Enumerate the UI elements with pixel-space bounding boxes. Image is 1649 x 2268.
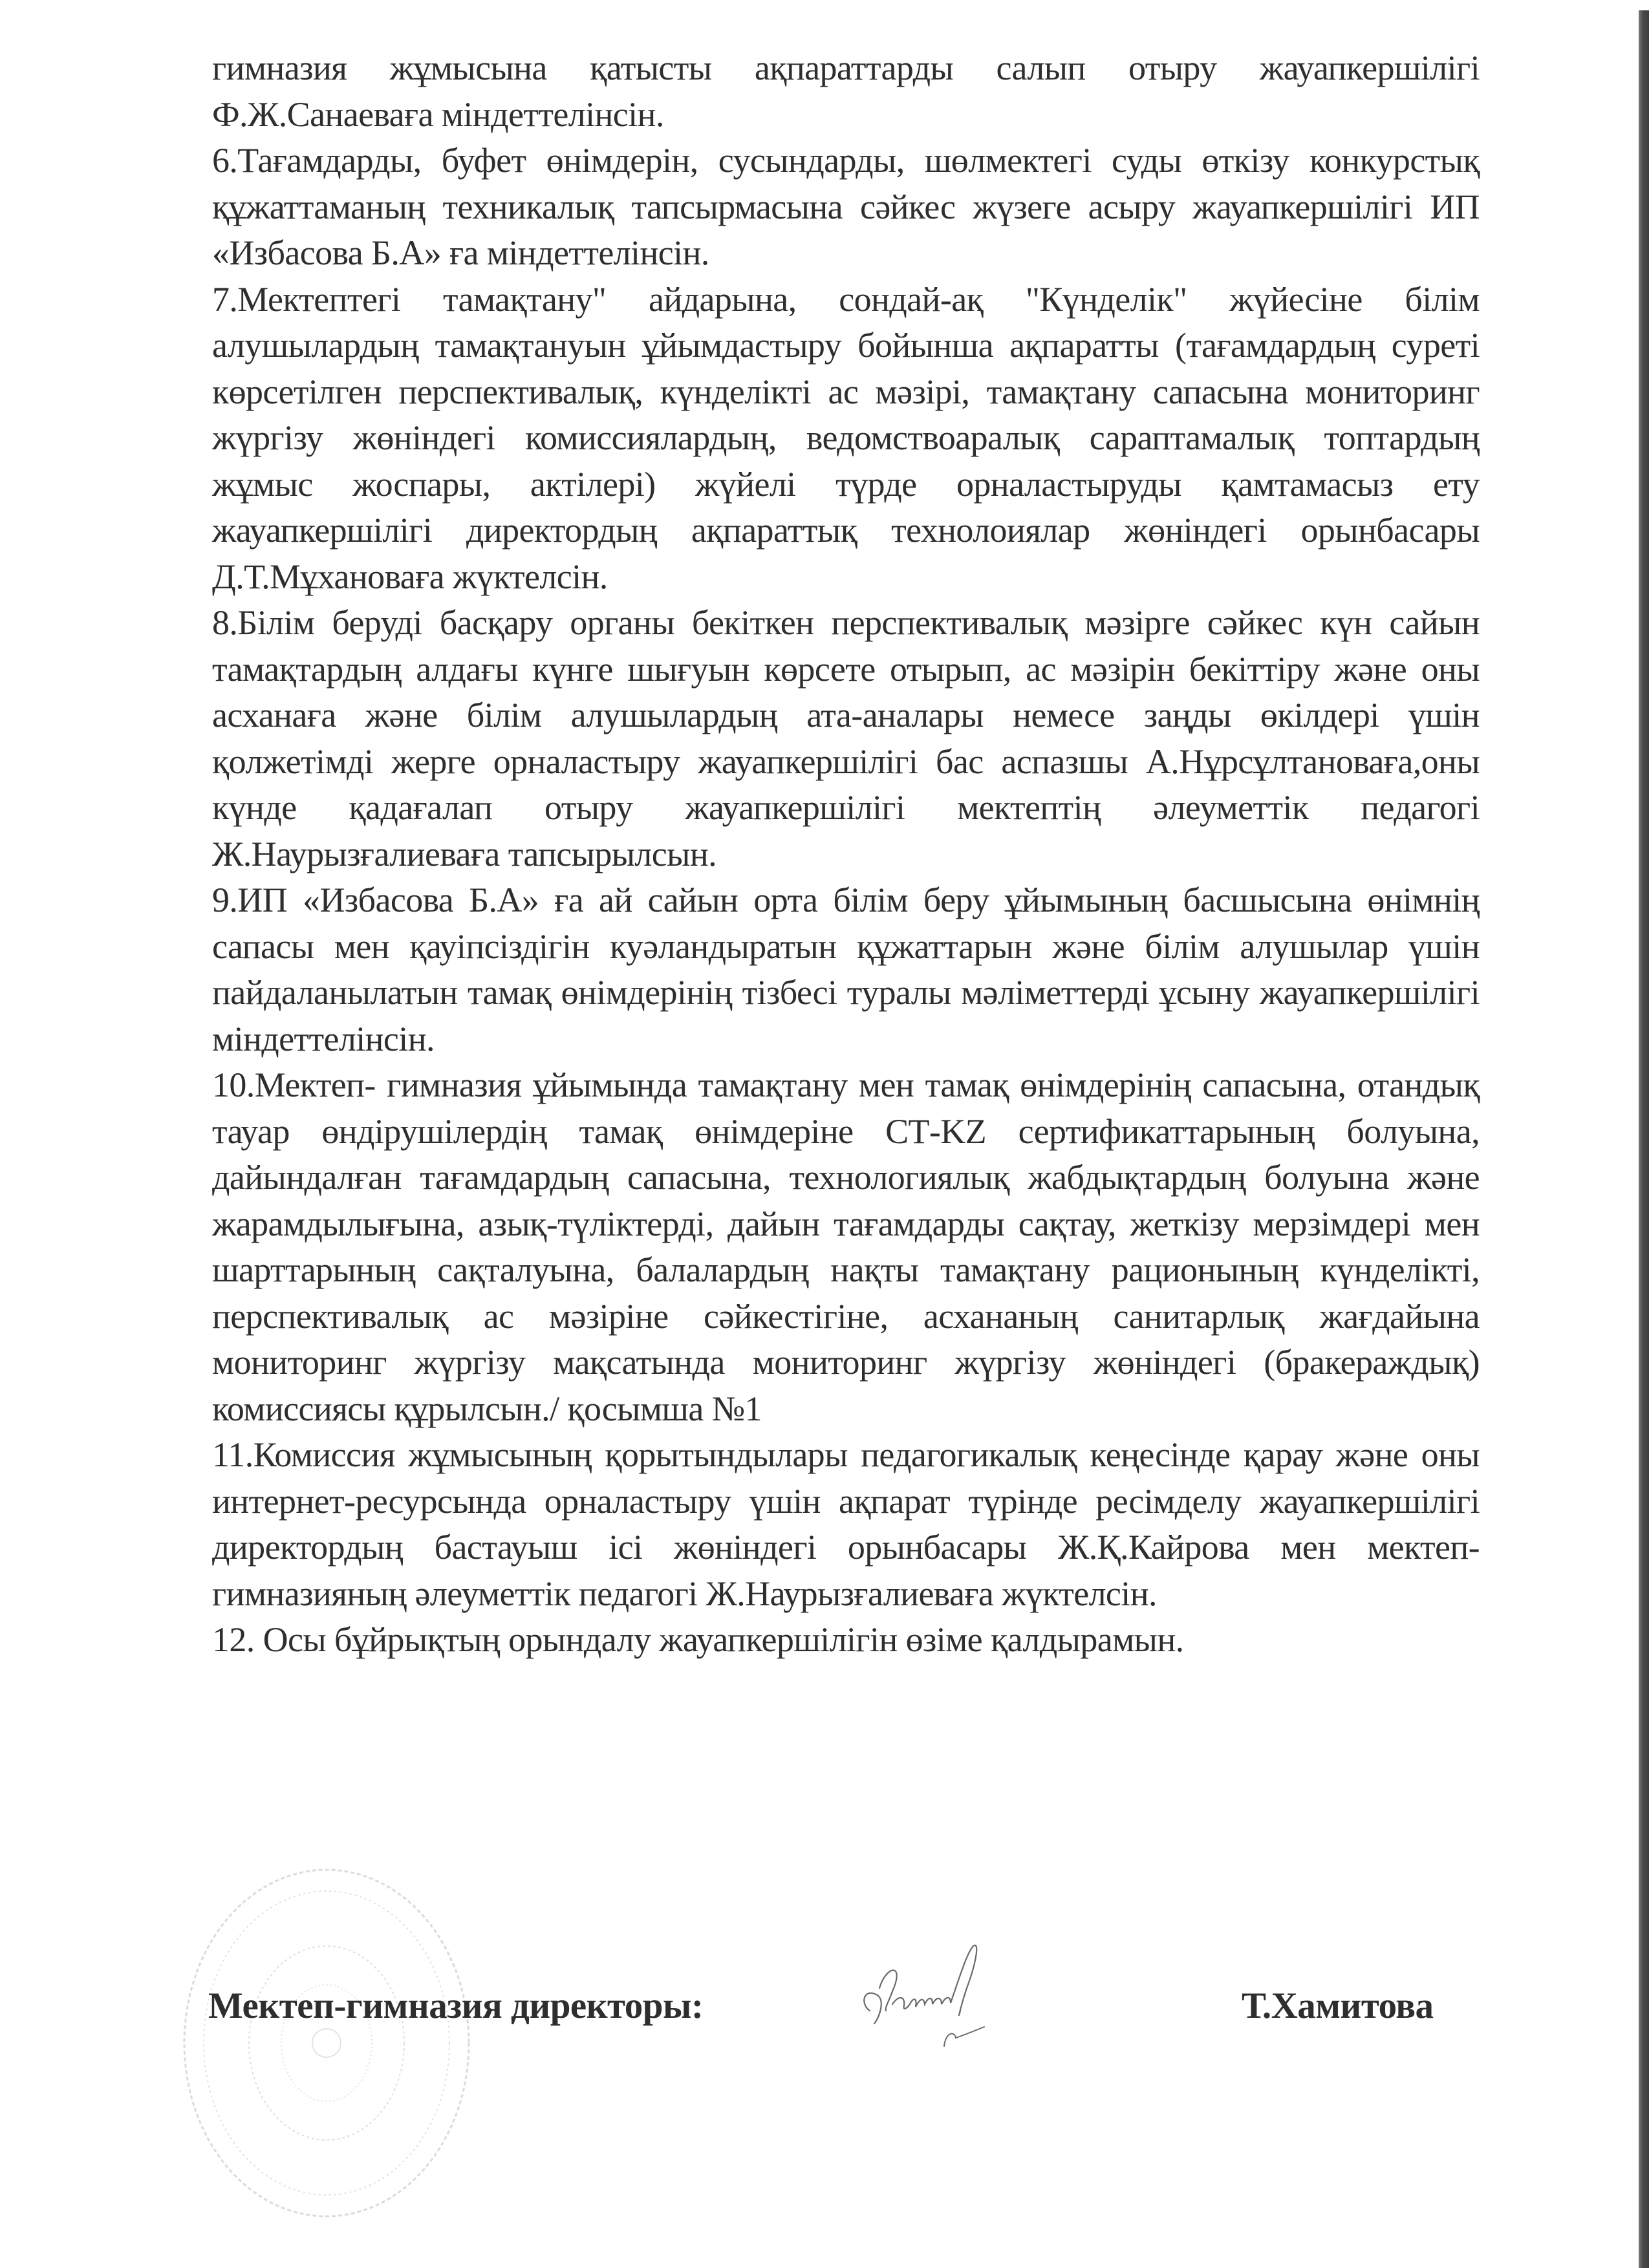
paragraph-9: 9.ИП «Избасова Б.А» ға ай сайын орта білім беру ұйымының басшысына өнімнің сапасы мен қауіпсіздігін куәландыратын құжаттарын және білім алушылар үшін пайдаланылатын тамақ өнімдерінің тізбесі туралы мәліметтерді ұсыну жауапкершілігі міндеттелінсін. xyxy=(212,881,1480,1058)
paragraph-8: 8.Білім беруді басқару органы бекіткен перспективалық мәзірге сәйкес күн сайын тамақтардың алдағы күнге шығуын көрсете отырып, ас мәзірін бекіттіру және оны асханаға және білім алушылардың ата-аналары немесе заңды өкілдері үшін қолжетімді жерге орналастыру жауапкершілігі бас аспазшы А.Нұрсұлтановаға,оны күнде қадағалап отыру жауапкершілігі мектептің әлеуметтік педагогі Ж.Наурызғалиеваға тапсырылсын. xyxy=(212,603,1480,873)
signature-title: Мектеп-гимназия директоры: xyxy=(208,1985,704,2026)
paragraph-6: 6.Тағамдарды, буфет өнімдерін, сусындарды, шөлмектегі суды өткізу конкурстық құжаттаманың техникалық тапсырмасына сәйкес жүзеге асыру жауапкершілігі ИП «Избасова Б.А» ға міндеттелінсін. xyxy=(212,141,1480,272)
paragraph-5-continuation: гимназия жұмысына қатысты ақпараттарды салып отыру жауапкершілігі Ф.Ж.Санаеваға міндеттелінсін. xyxy=(212,48,1480,134)
official-stamp-icon xyxy=(175,1862,479,2224)
document-body xyxy=(212,45,1480,1664)
paragraph-10: 10.Мектеп- гимназия ұйымында тамақтану мен тамақ өнімдерінің сапасына, отандық тауар өндірушілердің тамақ өнімдеріне СТ-KZ сертификаттарының болуына, дайындалған тағамдардың сапасына, технологиялық жабдықтардың болуына және жарамдылығына, азық-түліктерді, дайын тағамдарды сақтау, жеткізу мерзімдері мен шарттарының сақталуына, балалардың нақты тамақтану рационының күнделікті, перспективалық ас мәзіріне сәйкестігіне, асхананың санитарлық жағдайына мониторинг жүргізу мақсатында мониторинг жүргізу жөніндегі (бракераждық) комиссиясы құрылсын./ қосымша №1 xyxy=(212,1065,1480,1428)
director-name: Т.Хамитова xyxy=(1242,1985,1434,2026)
paragraph-12: 12. Осы бұйрықтың орындалу жауапкершілігін өзіме қалдырамын. xyxy=(212,1620,1184,1659)
paragraph-11: 11.Комиссия жұмысының қорытындылары педагогикалық кеңесінде қарау және оны интернет-ресурсында орналастыру үшін ақпарат түрінде ресімделу жауапкершілігі директордың бастауыш ісі жөніндегі орынбасары Ж.Қ.Кайрова мен мектеп-гимназияның әлеуметтік педагогі Ж.Наурызғалиеваға жүктелсін. xyxy=(212,1435,1480,1613)
paragraph-7: 7.Мектептегі тамақтану" айдарына, сондай-ақ "Күнделік" жүйесіне білім алушылардың тамақтануын ұйымдастыру бойынша ақпаратты (тағамдардың суреті көрсетілген перспективалық, күнделікті ас мәзірі, тамақтану сапасына мониторинг жүргізу жөніндегі комиссиялардың, ведомствоаралық сараптамалық топтардың жұмыс жоспары, актілері) жүйелі түрде орналастыруды қамтамасыз ету жауапкершілігі директордың ақпараттық технолоиялар жөніндегі орынбасары Д.Т.Мұхановаға жүктелсін. xyxy=(212,279,1480,596)
scan-edge-shadow xyxy=(1639,10,1649,2268)
handwritten-signature-icon xyxy=(834,1927,1041,2049)
